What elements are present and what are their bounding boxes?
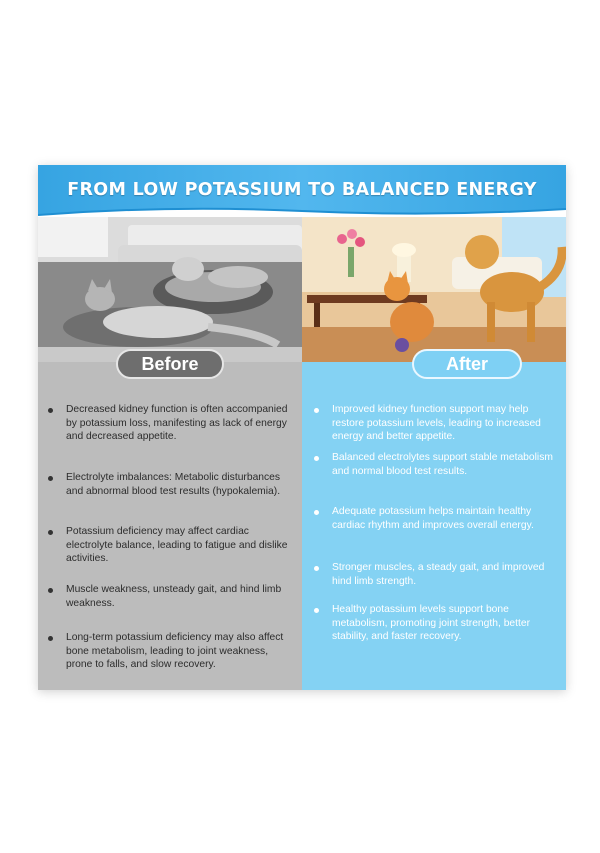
list-item: Electrolyte imbalances: Metabolic disturbances and abnormal blood test results (hypokalemia). (38, 471, 302, 498)
bullet-dot-icon (314, 456, 319, 461)
before-after-card (38, 165, 566, 690)
list-item: Adequate potassium helps maintain healthy cardiac rhythm and improves overall energy. (302, 505, 566, 532)
bullet-dot-icon (48, 636, 53, 641)
list-item: Decreased kidney function is often accompanied by potassium loss, manifesting as lack of energy and decreased appetite. (38, 403, 302, 444)
list-item: Stronger muscles, a steady gait, and improved hind limb strength. (302, 561, 566, 588)
before-label: Before (116, 349, 224, 379)
list-item: Improved kidney function support may help restore potassium levels, leading to increased energy and better appetite. (302, 403, 566, 444)
bullet-dot-icon (314, 510, 319, 515)
bullet-dot-icon (48, 408, 53, 413)
list-item: Long-term potassium deficiency may also affect bone metabolism, leading to joint weakness, prone to falls, and slow recovery. (38, 631, 302, 672)
bullet-dot-icon (314, 608, 319, 613)
list-item: Balanced electrolytes support stable metabolism and normal blood test results. (302, 451, 566, 478)
bullet-dot-icon (314, 408, 319, 413)
bullet-dot-icon (48, 476, 53, 481)
list-item: Healthy potassium levels support bone metabolism, promoting joint strength, better stability, and faster recovery. (302, 603, 566, 644)
bullet-dot-icon (48, 530, 53, 535)
banner-title: FROM LOW POTASSIUM TO BALANCED ENERGY (67, 180, 537, 200)
bullet-dot-icon (314, 566, 319, 571)
after-panel (302, 217, 566, 690)
after-photo (302, 217, 566, 362)
before-panel (38, 217, 302, 690)
bullet-dot-icon (48, 588, 53, 593)
after-label: After (412, 349, 522, 379)
before-photo (38, 217, 302, 362)
list-item: Potassium deficiency may affect cardiac electrolyte balance, leading to fatigue and dislike activities. (38, 525, 302, 566)
list-item: Muscle weakness, unsteady gait, and hind limb weakness. (38, 583, 302, 610)
